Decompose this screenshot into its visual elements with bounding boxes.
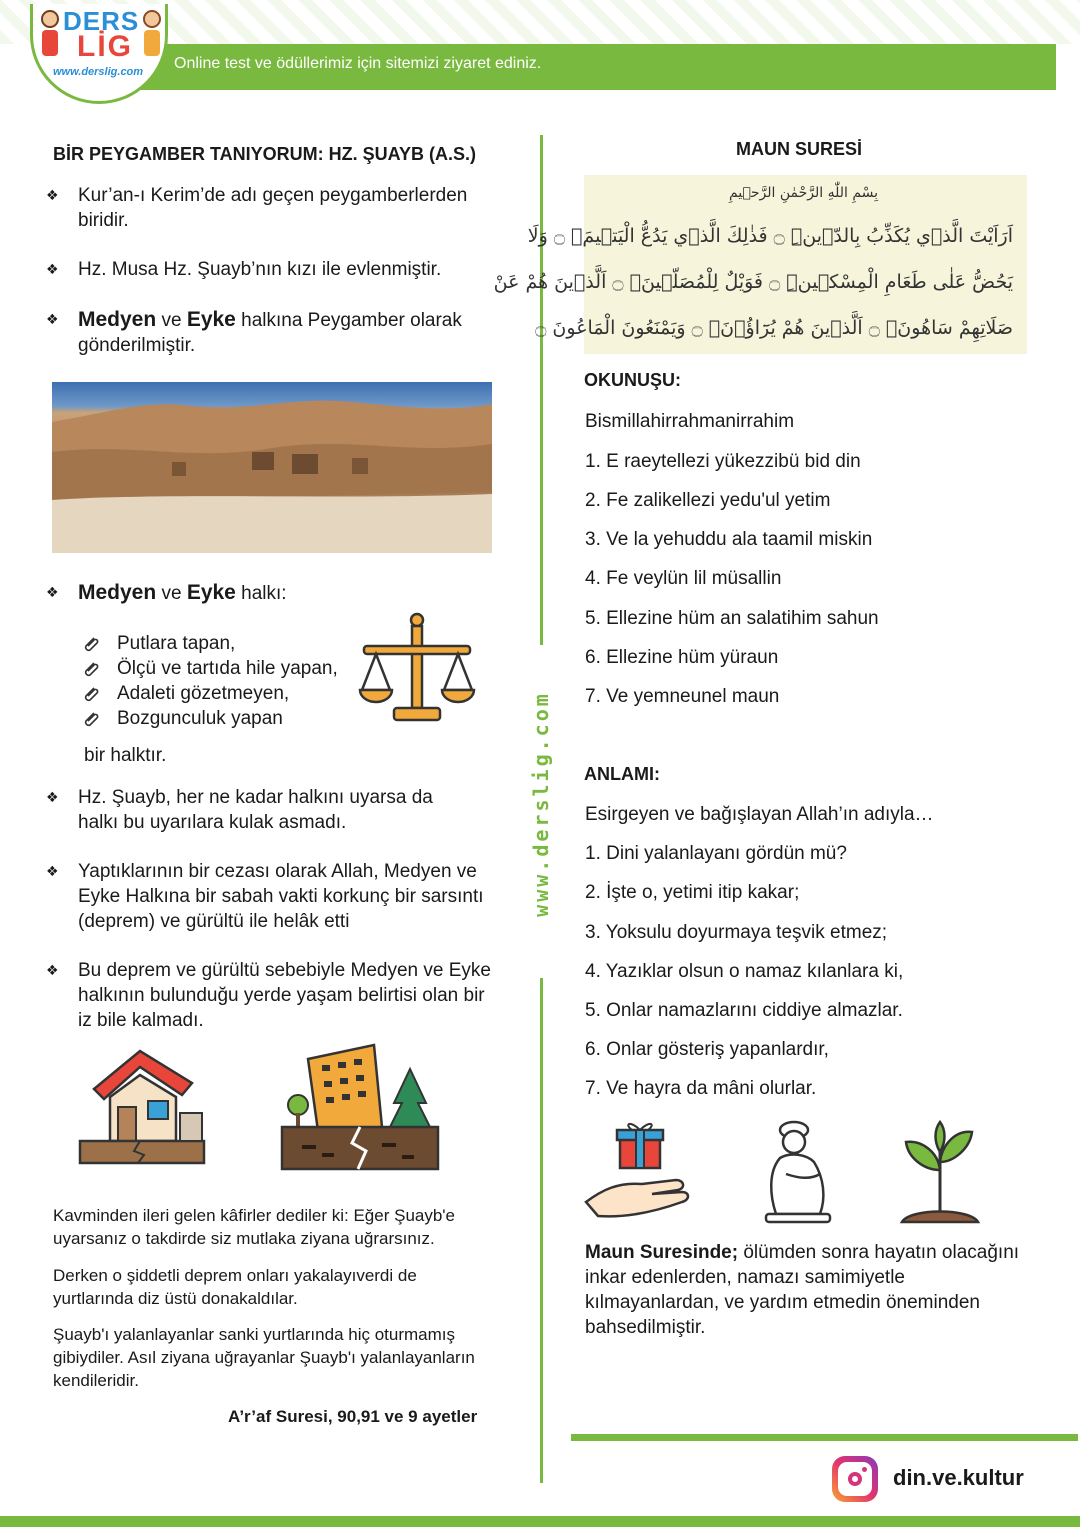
paperclip-icon: [82, 635, 100, 653]
bullet-mark: ❖: [46, 187, 59, 203]
meaning-line: 4. Yazıklar olsun o namaz kılanlara ki,: [585, 961, 904, 982]
bullet-6-text: Yaptıklarının bir cezası olarak Allah, Medyen ve Eyke Halkına bir sabah vakti korkunç bir sarsıntı (deprem) ve gürültü ile helâk etti: [78, 861, 484, 932]
footer-bar: [0, 1516, 1080, 1527]
bullet-mark: ❖: [46, 311, 59, 327]
bullet-7-text: Bu deprem ve gürültü sebebiyle Medyen ve Eyke halkının bulunduğu yerde yaşam belirtisi olan bir iz bile kalmadı.: [78, 960, 491, 1031]
banner-text: Online test ve ödüllerimiz için sitemizi ziyaret ediniz.: [174, 55, 542, 72]
list-item: Bozgunculuk yapan: [82, 706, 362, 731]
bullet-3-text: Medyen ve Eyke halkına Peygamber olarak gönderilmiştir.: [78, 308, 462, 356]
meaning-line: 6. Onlar gösteriş yapanlardır,: [585, 1039, 829, 1060]
arabic-text-box: [493, 175, 1027, 354]
meaning-line: 1. Dini yalanlayanı gördün mü?: [585, 843, 847, 864]
arabic-basmala: بِسْمِ اللّٰهِ الرَّحْمٰنِ الرَّح۪يمِ: [728, 185, 879, 201]
list-tail: bir halktır.: [84, 745, 167, 766]
meaning-line: 3. Yoksulu doyurmaya teşvik etmez;: [585, 922, 888, 943]
collapsed-house-icon: [80, 1045, 204, 1165]
meaning-line: 2. İşte o, yetimi itip kakar;: [585, 882, 800, 903]
logo-url: www.derslig.com: [53, 66, 144, 78]
quote-3: Şuayb'ı yalanlayanlar sanki yurtlarında hiç oturmamış gibiydiler. Asıl ziyana uğrayanlar Şuayb'ı yalanlayanların kendileridir.: [53, 1325, 475, 1390]
arabic-line-2: يَحُضُّ عَلٰى طَعَامِ الْمِسْك۪ينِۜ ۝ فَوَيْلٌ لِلْمُصَلّ۪ينَۙ ۝ اَلَّذ۪ينَ هُمْ عَنْ: [493, 271, 1013, 293]
quote-source: A’r’af Suresi, 90,91 ve 9 ayetler: [228, 1407, 478, 1426]
reading-line: 4. Fe veylün lil müsallin: [585, 568, 782, 589]
meaning-line: 5. Onlar namazlarını ciddiye almazlar.: [585, 1000, 903, 1021]
gift-hand-icon: [584, 1120, 692, 1220]
list-item: Adaleti gözetmeyen,: [82, 681, 362, 706]
list-item: Ölçü ve tartıda hile yapan,: [82, 656, 362, 681]
reading-line: Bismillahirrahmanirrahim: [585, 411, 795, 432]
arabic-line-3: صَلَاتِهِمْ سَاهُونَۙ ۝ اَلَّذ۪ينَ هُمْ يُرَٓاؤُ۫نَۙ ۝ وَيَمْنَعُونَ الْمَاعُونَ ۝: [535, 317, 1013, 339]
bullet-mark: ❖: [46, 584, 59, 600]
bullet-mark: ❖: [46, 962, 59, 978]
medyen-ruins-photo: [52, 382, 492, 553]
instagram-handle[interactable]: din.ve.kultur: [893, 1465, 1024, 1490]
footer-divider: [571, 1434, 1078, 1441]
sin-list: [82, 631, 362, 731]
reading-line: 3. Ve la yehuddu ala taamil miskin: [585, 529, 873, 550]
reading-line: 6. Ellezine hüm yüraun: [585, 647, 779, 668]
header-banner[interactable]: [140, 44, 1056, 90]
list-item: Putlara tapan,: [82, 631, 362, 656]
quote-1: Kavminden ileri gelen kâfirler dediler ki: Eğer Şuayb'e uyarsanız o takdirde siz mutlaka ziyana uğrarsınız.: [53, 1206, 456, 1248]
kid-boy-icon: [41, 10, 59, 58]
meaning-heading: ANLAMI:: [584, 764, 660, 784]
logo-text-bottom: LİG: [77, 30, 133, 63]
left-title: BİR PEYGAMBER TANIYORUM: HZ. ŞUAYB (A.S.): [53, 144, 477, 164]
instagram-icon[interactable]: [832, 1456, 878, 1502]
scales-icon: [358, 612, 476, 727]
column-divider-bottom: [540, 978, 543, 1483]
maun-note: Maun Suresinde; ölümden sonra hayatın olacağını inkar edenlerden, namazı samimiyetle kılmayanlardan, ve yardım etmedin öneminden bahsedilmiştir.: [585, 1242, 1020, 1338]
bullet-mark: ❖: [46, 789, 59, 805]
side-watermark-text: www.derslig.com: [529, 691, 553, 917]
quote-2: Derken o şiddetli deprem onları yakalayıverdi de yurtlarında diz üstü donakaldılar.: [53, 1266, 417, 1308]
paperclip-icon: [82, 710, 100, 728]
paperclip-icon: [82, 685, 100, 703]
bullet-5-text: Hz. Şuayb, her ne kadar halkını uyarsa da halkı bu uyarılara kulak asmadı.: [78, 787, 433, 833]
reading-line: 2. Fe zalikellezi yedu'ul yetim: [585, 490, 831, 511]
right-title: MAUN SURESİ: [736, 139, 863, 159]
arabic-line-1: اَرَاَيْتَ الَّذ۪ي يُكَذِّبُ بِالدّ۪ينِۜ ۝ فَذٰلِكَ الَّذ۪ي يَدُعُّ الْيَت۪يمَۙ ۝ وَلَا: [527, 225, 1013, 247]
meaning-line: Esirgeyen ve bağışlayan Allah’ın adıyla…: [585, 804, 934, 825]
bullet-4-text: Medyen ve Eyke halkı:: [78, 581, 287, 604]
column-divider-top: [540, 135, 543, 645]
earthquake-building-icon: [282, 1043, 438, 1171]
reading-line: 7. Ve yemneunel maun: [585, 686, 780, 707]
praying-person-icon: [764, 1118, 832, 1224]
paperclip-icon: [82, 660, 100, 678]
kid-girl-icon: [143, 10, 161, 58]
bullet-mark: ❖: [46, 261, 59, 277]
reading-line: 1. E raeytellezi yükezzibü bid din: [585, 451, 861, 472]
reading-line: 5. Ellezine hüm an salatihim sahun: [585, 608, 879, 629]
bullet-2-text: Hz. Musa Hz. Şuayb’nın kızı ile evlenmiştir.: [78, 259, 442, 280]
reading-heading: OKUNUŞU:: [584, 370, 681, 390]
bullet-1-text: Kur’an-ı Kerim’de adı geçen peygamberlerden biridir.: [78, 185, 468, 231]
logo-text-top: DERS: [63, 6, 140, 36]
bullet-mark: ❖: [46, 863, 59, 879]
meaning-line: 7. Ve hayra da mâni olurlar.: [585, 1078, 817, 1099]
side-watermark: [524, 688, 558, 920]
sprout-icon: [900, 1118, 980, 1224]
